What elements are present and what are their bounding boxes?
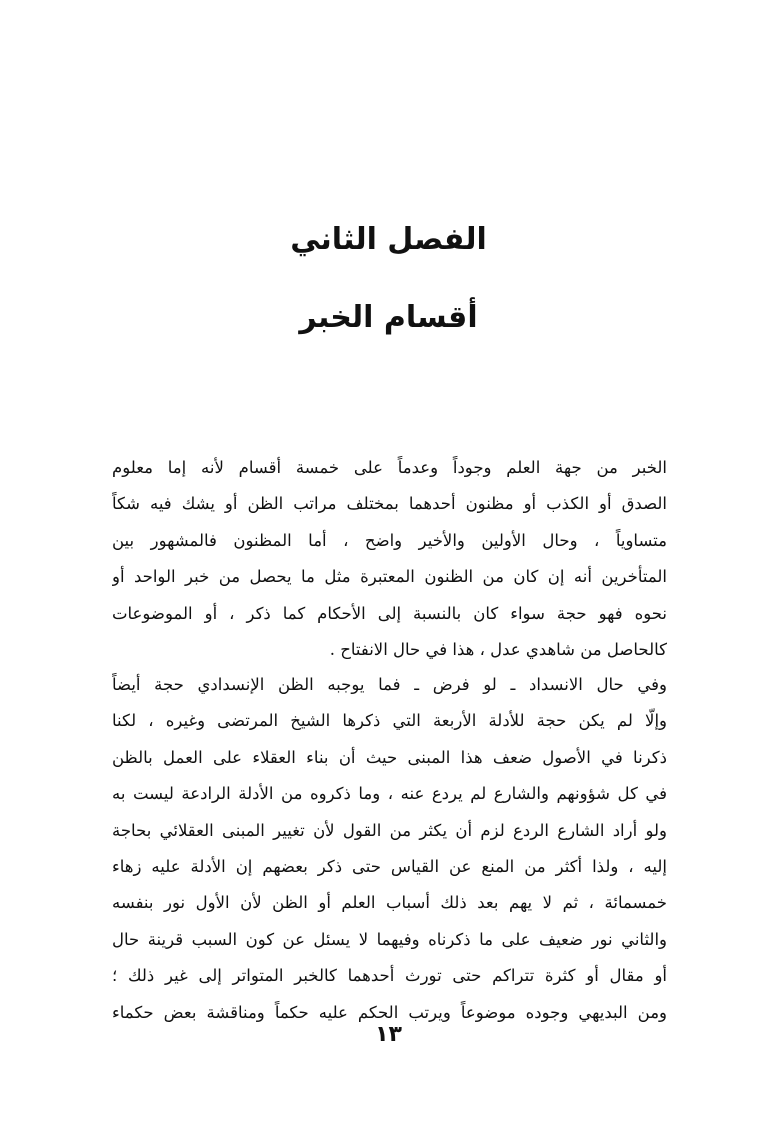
text-line: وإلّا لم يكن حجة للأدلة الأربعة التي ذكرها الشيخ المرتضى وغيره ، لكنا	[112, 711, 667, 731]
section-title: أقسام الخبر	[299, 300, 478, 335]
text-line: أو مقال أو كثرة تتراكم حتى تورث أحدهما كالخبر المتواتر إلى غير ذلك ؛	[112, 966, 667, 986]
text-line: نحوه فهو حجة سواء كان بالنسبة إلى الأحكام كما ذكر ، أو الموضوعات	[112, 603, 667, 623]
text-line: ولو أراد الشارع الردع لزم أن يكثر من القول لأن تغيير المبنى العقلائي بحاجة	[112, 820, 667, 840]
text-line: الصدق أو الكذب أو مظنون أحدهما بمختلف مراتب الظن أو يشك فيه شكاً	[112, 494, 667, 514]
text-line: ومن البديهي وجوده موضوعاً ويرتب الحكم عليه حكماً ومناقشة بعض حكماء	[112, 1002, 667, 1022]
text-line: متساوياً ، وحال الأولين والأخير واضح ، أما المظنون فالمشهور بين	[112, 530, 667, 550]
page-number: ١٣	[375, 1022, 402, 1047]
paragraph-1	[112, 450, 667, 668]
text-line: كالحاصل من شاهدي عدل ، هذا في حال الانفتاح .	[329, 639, 667, 659]
paragraph-2	[112, 667, 667, 1031]
text-line: في كل شؤونهم والشارع لم يردع عنه ، وما ذكروه من الأدلة الرادعة ليست به	[112, 784, 667, 804]
text-line: والثاني نور ضعيف على ما ذكرناه وفيهما لا يسئل عن كون السبب قرينة حال	[112, 929, 667, 949]
chapter-title: الفصل الثاني	[290, 222, 487, 257]
text-line: ذكرنا في الأصول ضعف هذا المبنى حيث أن بناء العقلاء على العمل بالظن	[112, 747, 667, 767]
text-line: إليه ، ولذا أكثر من المنع عن القياس حتى ذكر بعضهم إن الأدلة عليه زهاء	[112, 856, 667, 876]
text-line: وفي حال الانسداد ـ لو فرض ـ فما يوجبه الظن الإنسدادي حجة أيضاً	[112, 675, 667, 694]
text-line: خمسمائة ، ثم لا يهم بعد ذلك أسباب العلم أو الظن لأن الأول نور بنفسه	[112, 893, 667, 913]
text-line: المتأخرين أنه إن كان من الظنون المعتبرة مثل ما يحصل من خبر الواحد أو	[112, 567, 667, 587]
text-line: الخبر من جهة العلم وجوداً وعدماً على خمسة أقسام لأنه إما معلوم	[112, 458, 667, 477]
